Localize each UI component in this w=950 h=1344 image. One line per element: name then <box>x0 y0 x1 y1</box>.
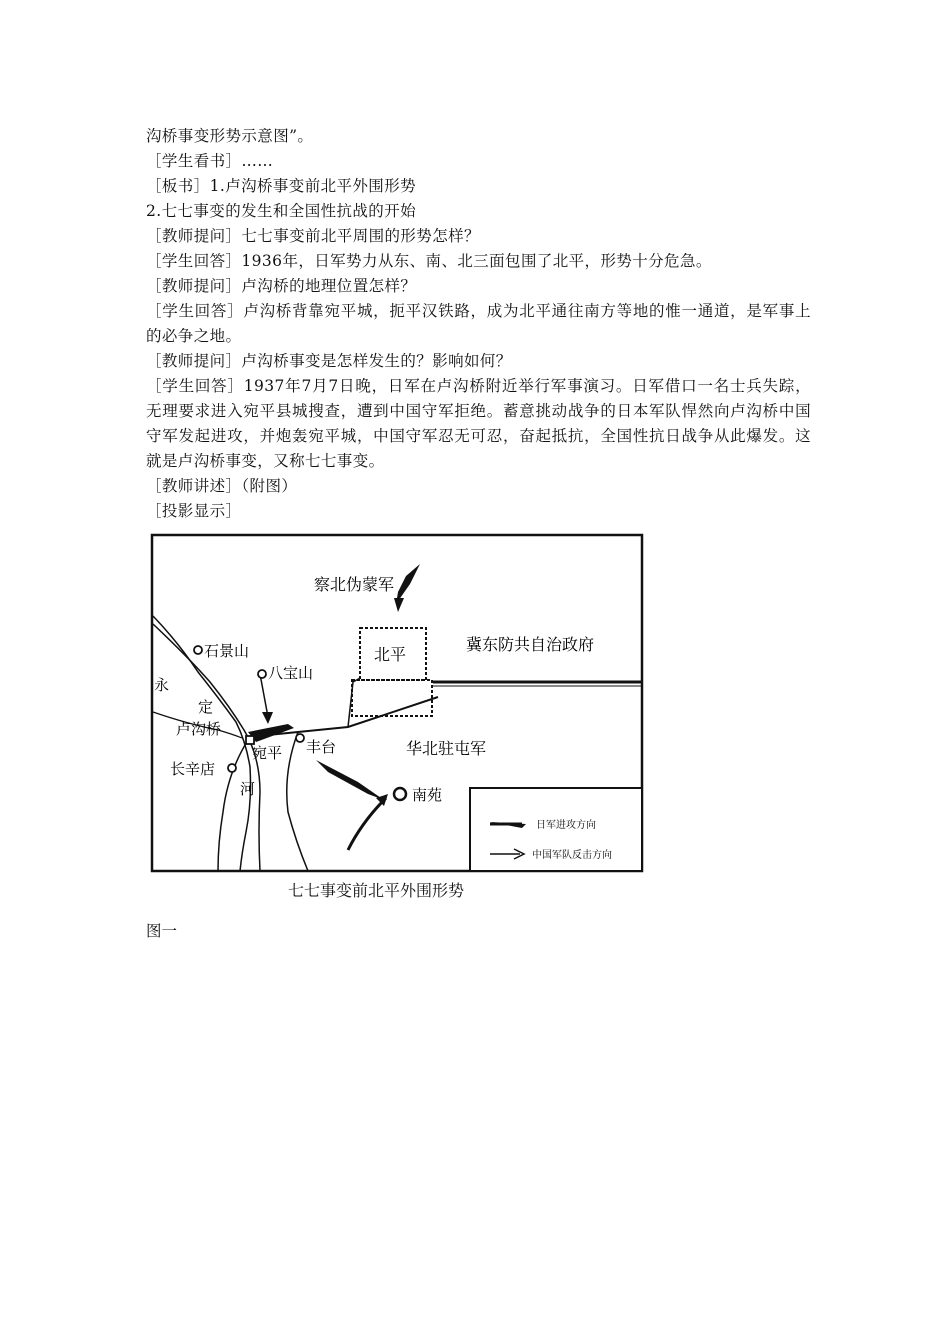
label-nanyuan: 南苑 <box>412 786 443 804</box>
label-beiping: 北平 <box>374 645 407 664</box>
paragraph: 2.七七事变的发生和全国性抗战的开始 <box>146 202 416 220</box>
label-ding: 定 <box>198 698 214 716</box>
legend-china-label: 中国军队反击方向 <box>532 850 612 861</box>
beiping-situation-map <box>148 532 648 900</box>
paragraph: ［教师提问］七七事变前北平周围的形势怎样？ <box>146 227 480 245</box>
changxindian-marker <box>228 764 236 772</box>
label-jidong: 冀东防共自治政府 <box>466 635 595 654</box>
map-caption: 七七事变前北平外围形势 <box>288 881 465 900</box>
label-chabei: 察北伪蒙军 <box>314 575 395 594</box>
huabei-attack-arrow <box>316 760 384 800</box>
label-wanping: 宛平 <box>252 744 283 762</box>
paragraph: 沟桥事变形势示意图”。 <box>146 127 314 145</box>
paragraph: ［投影显示］ <box>146 502 242 520</box>
beiping-outer-wall <box>352 680 432 716</box>
nanyuan-marker <box>394 788 406 800</box>
railway-south <box>287 732 308 871</box>
label-shijingshan: 石景山 <box>204 642 250 660</box>
label-he: 河 <box>240 780 256 798</box>
babaoshan-marker <box>258 670 266 678</box>
railway-beiping-link <box>348 677 362 727</box>
label-fengtai: 丰台 <box>306 738 337 756</box>
label-huabei: 华北驻屯军 <box>406 739 487 758</box>
railway-south-west <box>218 740 248 871</box>
legend-japan-label: 日军进攻方向 <box>536 820 596 831</box>
document-body <box>146 124 811 940</box>
babaoshan-arrow <box>260 674 268 717</box>
label-lugouqiao: 卢沟桥 <box>176 720 222 738</box>
paragraph: ［学生回答］1936年，日军势力从东、南、北三面包围了北平，形势十分危急。 <box>146 252 712 270</box>
babaoshan-arrow-head <box>262 712 273 724</box>
paragraph: ［教师提问］卢沟桥事变是怎样发生的？影响如何？ <box>146 352 512 370</box>
paragraph: ［教师讲述］（附图） <box>146 477 298 495</box>
wanping-marker <box>246 736 254 744</box>
fengtai-marker <box>296 734 304 742</box>
paragraph: ［学生回答］1937年7月7日晚，日军在卢沟桥附近举行军事演习。日军借口一名士兵失踪，无理要求进入宛平县城搜查，遭到中国守军拒绝。蓄意挑动战争的日本军队悍然向卢沟桥中国守军发起进攻，并炮轰宛平城，中国守军忍无可忍，奋起抵抗，全国性抗日战争从此爆发。这就是卢沟桥事变，又称七七事变。 <box>146 377 811 470</box>
paragraph: ［学生回答］卢沟桥背靠宛平城，扼平汉铁路，成为北平通往南方等地的惟一通道，是军事上的必争之地。 <box>146 302 811 345</box>
map-svg <box>148 532 646 874</box>
label-changxindian: 长辛店 <box>170 760 216 778</box>
paragraph: ［教师提问］卢沟桥的地理位置怎样？ <box>146 277 417 295</box>
shijingshan-marker <box>194 646 202 654</box>
chabei-arrow-head <box>394 598 404 612</box>
label-yong: 永 <box>154 676 170 694</box>
nanyuan-counter-arrow <box>348 798 386 850</box>
figure-label: 图一 <box>146 922 178 940</box>
paragraph: ［板书］1.卢沟桥事变前北平外围形势 <box>146 177 416 195</box>
paragraph: ［学生看书］…… <box>146 152 274 170</box>
label-babaoshan: 八宝山 <box>268 664 314 682</box>
